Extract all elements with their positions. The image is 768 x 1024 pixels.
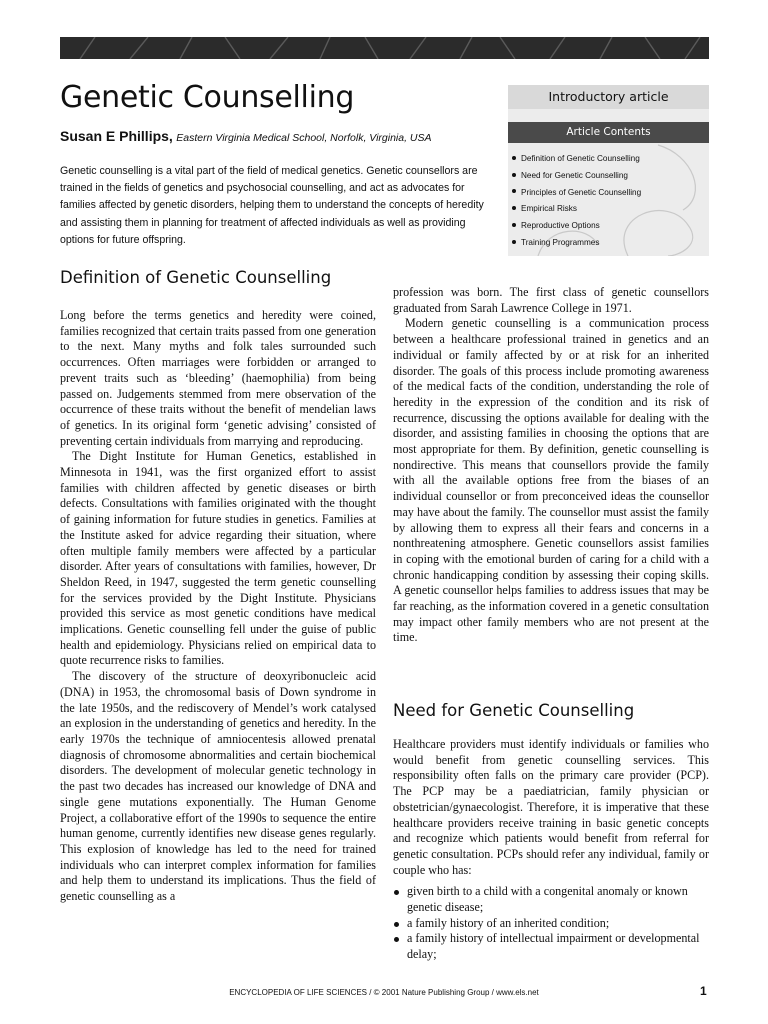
bullet-icon bbox=[512, 240, 516, 244]
list-item: given birth to a child with a congenital anomaly or known genetic disease; bbox=[393, 884, 709, 915]
section-heading-definition: Definition of Genetic Counselling bbox=[60, 268, 332, 287]
page-number: 1 bbox=[700, 984, 707, 998]
contents-item[interactable]: Empirical Risks bbox=[512, 201, 641, 218]
bullet-icon bbox=[512, 206, 516, 210]
header-banner bbox=[60, 37, 709, 59]
abstract: Genetic counselling is a vital part of the field of medical genetics. Genetic counsellors are trained in the fields of genetics and psychosocial counselling, and act as advocates for families affected by genetic disorders, helping them to understand the concepts of heredity and assisting them in planning for treatment of affected individuals as well as providing options for future offspring. bbox=[60, 165, 484, 246]
author-affiliation: Eastern Virginia Medical School, Norfolk, Virginia, USA bbox=[176, 132, 432, 144]
introductory-article-tag: Introductory article bbox=[508, 85, 709, 109]
bullet-icon bbox=[512, 223, 516, 227]
page-footer: ENCYCLOPEDIA OF LIFE SCIENCES / © 2001 Nature Publishing Group / www.els.net bbox=[229, 988, 539, 997]
bullet-icon bbox=[512, 156, 516, 160]
bullet-icon bbox=[394, 890, 399, 895]
bullet-icon bbox=[512, 189, 516, 193]
right-column-top bbox=[393, 285, 709, 646]
list-item: a family history of intellectual impairment or developmental delay; bbox=[393, 931, 709, 962]
author-line bbox=[60, 128, 432, 144]
paragraph: profession was born. The first class of genetic counsellors graduated from Sarah Lawrence College in 1971. bbox=[393, 285, 709, 315]
article-contents-heading: Article Contents bbox=[508, 122, 709, 143]
contents-item[interactable]: Reproductive Options bbox=[512, 218, 641, 235]
bullet-icon bbox=[394, 922, 399, 927]
article-sidebar bbox=[508, 85, 709, 256]
paragraph: Healthcare providers must identify individuals or families who would benefit from genetic counselling services. This responsibility often falls on the primary care provider (PCP). The PCP may be a paediatrician, family physician or obstetrician/gynaecologist. Therefore, it is imperative that these healthcare providers receive training in basic genetic concepts and recognize which patients would benefit from referral for genetic consultation. PCPs should refer any individual, family or couple who has: bbox=[393, 737, 709, 877]
left-column bbox=[60, 308, 376, 905]
article-title: Genetic Counselling bbox=[60, 80, 355, 115]
section-heading-need: Need for Genetic Counselling bbox=[393, 701, 635, 720]
paragraph: Modern genetic counselling is a communication process between a healthcare professional trained in genetics and an individual or family affected by or at risk for an inherited disorder. The goals of this process include promoting awareness of the medical facts of the condition, understanding the role of heredity in the expression of the condition and its risk of recurrence, discussing the options available for dealing with the disorder, and assisting families in choosing the options that are most appropriate for them. By definition, genetic counselling is nondirective. This means that counsellors provide the family with all the available options free from the biases of an individual counsellor or from preconceived ideas the counsellor may have about the family. The counsellor must assist the family by allowing them to express all their fears and concerns in a nonthreatening atmosphere. Genetic counsellors assist families in coping with the emotional burden of caring for a child with a chronic handicapping condition by assessing their coping skills. A genetic counsellor helps families to address issues that may be far reaching, as the information covered in a genetic consultation may impact other family members who are not present at the time. bbox=[393, 316, 709, 645]
right-column-bottom bbox=[393, 737, 709, 963]
banner-pattern bbox=[60, 37, 709, 59]
article-contents-list bbox=[512, 151, 641, 252]
paragraph: The discovery of the structure of deoxyribonucleic acid (DNA) in 1953, the chromosomal basis of Down syndrome in the late 1950s, and the rediscovery of Mendel’s work catalysed an explosion in the understanding of genetics and heredity. In the early 1970s the technique of amniocentesis allowed prenatal diagnosis of chromosome abnormalities and certain biochemical disorders. The development of molecular genetic technology in the past two decades has increased our knowledge of DNA and single gene mutations exponentially. The Human Genome Project, a collaborative effort of the 1990s to sequence the entire human genome, currently identifies new disease genes regularly. This explosion of knowledge has led to the need for trained individuals who can interpret complex information for families and help them to understand its implications. Thus the field of genetic counselling as a bbox=[60, 669, 376, 904]
contents-item[interactable]: Definition of Genetic Counselling bbox=[512, 151, 641, 168]
list-item: a family history of an inherited condition; bbox=[393, 916, 709, 932]
author-name: Susan E Phillips, bbox=[60, 128, 173, 144]
bullet-icon bbox=[394, 937, 399, 942]
referral-criteria-list bbox=[393, 884, 709, 963]
paragraph: Long before the terms genetics and heredity were coined, families recognized that certain traits passed from one generation to the next. Many myths and folk tales surrounded such occurrences. Often marriages were forbidden or arranged to prevent traits such as ‘bleeding’ (haemophilia) from being passed on. Judgements stemmed from mere observation of the occurrence of these traits without the benefit of mendelian laws of genetics. In its original form ‘genetic advising’ consisted of preventing certain individuals from marrying and reproducing. bbox=[60, 308, 376, 448]
contents-item[interactable]: Principles of Genetic Counselling bbox=[512, 185, 641, 202]
contents-item[interactable]: Need for Genetic Counselling bbox=[512, 168, 641, 185]
bullet-icon bbox=[512, 173, 516, 177]
paragraph: The Dight Institute for Human Genetics, established in Minnesota in 1941, was the first organized effort to assist families with children affected by genetic diseases or birth defects. Consultations with families originated with the thought of gaining information for future studies in genetics. Families at the Institute asked for advice regarding their situation, where often multiple family members were affected by a particular disorder. After years of consultations with families, however, Dr Sheldon Reed, in 1947, suggested the term genetic counselling for the services provided by the Dight Institute. Physicians provided this service as most genetic conditions have medical implications. Genetic counselling fell under the guise of public health and epidemiology. Physicians relied on empirical data to quote recurrence risks to families. bbox=[60, 449, 376, 668]
contents-item[interactable]: Training Programmes bbox=[512, 235, 641, 252]
